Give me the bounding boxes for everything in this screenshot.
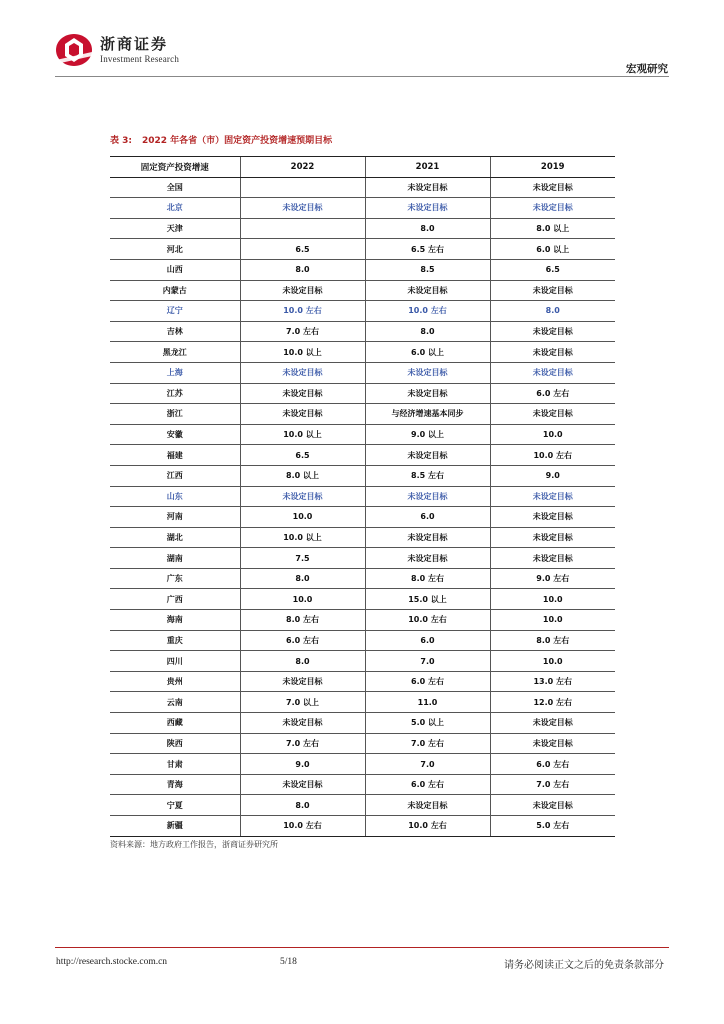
logo-emblem-icon xyxy=(54,32,94,68)
province-cell: 辽宁 xyxy=(110,301,240,322)
target-cell-y2022 xyxy=(240,177,365,198)
table-row xyxy=(110,713,615,734)
column-header: 固定资产投资增速 xyxy=(110,157,240,178)
target-cell-y2022 xyxy=(240,218,365,239)
target-cell-y2022: 9.0 xyxy=(240,754,365,775)
table-row xyxy=(110,383,615,404)
target-cell-y2019: 未设定目标 xyxy=(490,795,615,816)
header-divider xyxy=(55,76,669,77)
target-cell-y2019: 9.0 左右 xyxy=(490,568,615,589)
investment-target-table xyxy=(110,156,615,837)
table-row xyxy=(110,548,615,569)
province-cell: 贵州 xyxy=(110,671,240,692)
province-cell: 黑龙江 xyxy=(110,342,240,363)
table-row xyxy=(110,816,615,837)
target-cell-y2021: 7.0 xyxy=(365,651,490,672)
target-cell-y2019: 6.0 左右 xyxy=(490,383,615,404)
province-cell: 山西 xyxy=(110,259,240,280)
target-cell-y2019: 5.0 左右 xyxy=(490,816,615,837)
table-row xyxy=(110,589,615,610)
target-cell-y2021: 未设定目标 xyxy=(365,198,490,219)
target-cell-y2022: 8.0 以上 xyxy=(240,465,365,486)
table-row xyxy=(110,507,615,528)
target-cell-y2022: 未设定目标 xyxy=(240,671,365,692)
table-row xyxy=(110,465,615,486)
table-row xyxy=(110,342,615,363)
target-cell-y2019: 未设定目标 xyxy=(490,733,615,754)
target-cell-y2021: 未设定目标 xyxy=(365,548,490,569)
target-cell-y2022: 8.0 左右 xyxy=(240,610,365,631)
target-cell-y2021: 与经济增速基本同步 xyxy=(365,404,490,425)
target-cell-y2019: 未设定目标 xyxy=(490,362,615,383)
province-cell: 安徽 xyxy=(110,424,240,445)
table-row xyxy=(110,795,615,816)
target-cell-y2021: 6.0 xyxy=(365,507,490,528)
target-cell-y2021: 10.0 左右 xyxy=(365,610,490,631)
target-cell-y2022: 8.0 xyxy=(240,795,365,816)
column-header: 2021 xyxy=(365,157,490,178)
footer-divider xyxy=(55,947,669,948)
province-cell: 云南 xyxy=(110,692,240,713)
target-cell-y2022: 7.0 左右 xyxy=(240,733,365,754)
company-name-en: Investment Research xyxy=(100,53,180,64)
target-cell-y2019: 未设定目标 xyxy=(490,486,615,507)
target-cell-y2019: 10.0 xyxy=(490,424,615,445)
target-cell-y2019: 未设定目标 xyxy=(490,713,615,734)
table-row xyxy=(110,280,615,301)
target-cell-y2022: 7.5 xyxy=(240,548,365,569)
table-row xyxy=(110,610,615,631)
target-cell-y2022: 8.0 xyxy=(240,651,365,672)
target-cell-y2019: 未设定目标 xyxy=(490,321,615,342)
province-cell: 浙江 xyxy=(110,404,240,425)
table-row xyxy=(110,177,615,198)
target-cell-y2019: 13.0 左右 xyxy=(490,671,615,692)
target-cell-y2019: 10.0 左右 xyxy=(490,445,615,466)
target-cell-y2022: 10.0 xyxy=(240,507,365,528)
target-cell-y2019: 10.0 xyxy=(490,610,615,631)
province-cell: 西藏 xyxy=(110,713,240,734)
table-header-row xyxy=(110,157,615,178)
target-cell-y2019: 未设定目标 xyxy=(490,342,615,363)
column-header: 2019 xyxy=(490,157,615,178)
target-cell-y2021: 5.0 以上 xyxy=(365,713,490,734)
province-cell: 宁夏 xyxy=(110,795,240,816)
province-cell: 山东 xyxy=(110,486,240,507)
province-cell: 广东 xyxy=(110,568,240,589)
target-cell-y2021: 11.0 xyxy=(365,692,490,713)
province-cell: 福建 xyxy=(110,445,240,466)
report-section: 宏观研究 xyxy=(626,63,668,75)
target-cell-y2019: 9.0 xyxy=(490,465,615,486)
target-cell-y2021: 未设定目标 xyxy=(365,383,490,404)
table-row xyxy=(110,568,615,589)
target-cell-y2021: 6.0 xyxy=(365,630,490,651)
province-cell: 湖南 xyxy=(110,548,240,569)
target-cell-y2022: 10.0 左右 xyxy=(240,301,365,322)
province-cell: 上海 xyxy=(110,362,240,383)
table-row xyxy=(110,301,615,322)
province-cell: 广西 xyxy=(110,589,240,610)
target-cell-y2021: 未设定目标 xyxy=(365,527,490,548)
target-cell-y2022: 10.0 以上 xyxy=(240,342,365,363)
province-cell: 甘肃 xyxy=(110,754,240,775)
province-cell: 四川 xyxy=(110,651,240,672)
province-cell: 青海 xyxy=(110,774,240,795)
table-row xyxy=(110,445,615,466)
table-row xyxy=(110,404,615,425)
target-cell-y2021: 10.0 左右 xyxy=(365,301,490,322)
target-cell-y2022: 8.0 xyxy=(240,568,365,589)
table-title xyxy=(110,133,342,146)
column-header: 2022 xyxy=(240,157,365,178)
table-row xyxy=(110,486,615,507)
target-cell-y2021: 8.5 xyxy=(365,259,490,280)
page-number: 5/18 xyxy=(280,957,297,967)
table-row xyxy=(110,362,615,383)
target-cell-y2019: 未设定目标 xyxy=(490,527,615,548)
target-cell-y2021: 未设定目标 xyxy=(365,280,490,301)
table-row xyxy=(110,527,615,548)
target-cell-y2019: 未设定目标 xyxy=(490,280,615,301)
target-cell-y2019: 12.0 左右 xyxy=(490,692,615,713)
target-cell-y2021: 未设定目标 xyxy=(365,486,490,507)
source-note: 资料来源：地方政府工作报告，浙商证券研究所 xyxy=(110,840,278,849)
target-cell-y2019: 7.0 左右 xyxy=(490,774,615,795)
table-row xyxy=(110,424,615,445)
target-cell-y2021: 7.0 xyxy=(365,754,490,775)
target-cell-y2021: 未设定目标 xyxy=(365,445,490,466)
province-cell: 海南 xyxy=(110,610,240,631)
province-cell: 天津 xyxy=(110,218,240,239)
province-cell: 内蒙古 xyxy=(110,280,240,301)
footer-disclaimer: 请务必阅读正文之后的免责条款部分 xyxy=(504,960,664,971)
target-cell-y2019: 10.0 xyxy=(490,651,615,672)
target-cell-y2021: 8.0 xyxy=(365,218,490,239)
target-cell-y2019: 未设定目标 xyxy=(490,507,615,528)
table-row xyxy=(110,754,615,775)
table-label: 表 3: xyxy=(110,136,132,146)
province-cell: 重庆 xyxy=(110,630,240,651)
target-cell-y2019: 8.0 左右 xyxy=(490,630,615,651)
province-cell: 新疆 xyxy=(110,816,240,837)
table-row xyxy=(110,630,615,651)
target-cell-y2022: 6.0 左右 xyxy=(240,630,365,651)
target-cell-y2021: 6.0 左右 xyxy=(365,671,490,692)
target-cell-y2022: 未设定目标 xyxy=(240,198,365,219)
table-row xyxy=(110,651,615,672)
company-name-cn: 浙商证券 xyxy=(100,34,169,53)
target-cell-y2022: 10.0 以上 xyxy=(240,424,365,445)
target-cell-y2019: 未设定目标 xyxy=(490,198,615,219)
province-cell: 陕西 xyxy=(110,733,240,754)
target-cell-y2019: 8.0 xyxy=(490,301,615,322)
target-cell-y2021: 8.0 左右 xyxy=(365,568,490,589)
target-cell-y2022: 未设定目标 xyxy=(240,280,365,301)
table-row xyxy=(110,774,615,795)
target-cell-y2019: 8.0 以上 xyxy=(490,218,615,239)
target-cell-y2022: 10.0 以上 xyxy=(240,527,365,548)
target-cell-y2021: 6.0 左右 xyxy=(365,774,490,795)
target-cell-y2021: 15.0 以上 xyxy=(365,589,490,610)
target-cell-y2022: 10.0 xyxy=(240,589,365,610)
target-cell-y2022: 未设定目标 xyxy=(240,362,365,383)
province-cell: 江苏 xyxy=(110,383,240,404)
target-cell-y2022: 未设定目标 xyxy=(240,713,365,734)
target-cell-y2021: 6.5 左右 xyxy=(365,239,490,260)
target-cell-y2019: 未设定目标 xyxy=(490,548,615,569)
target-cell-y2022: 未设定目标 xyxy=(240,383,365,404)
table-row xyxy=(110,239,615,260)
target-cell-y2022: 未设定目标 xyxy=(240,774,365,795)
table-title-text: 2022 年各省（市）固定资产投资增速预期目标 xyxy=(142,136,333,146)
target-cell-y2019: 未设定目标 xyxy=(490,404,615,425)
target-cell-y2021: 未设定目标 xyxy=(365,177,490,198)
target-cell-y2021: 8.5 左右 xyxy=(365,465,490,486)
table-row xyxy=(110,671,615,692)
target-cell-y2021: 未设定目标 xyxy=(365,795,490,816)
table-row xyxy=(110,259,615,280)
target-cell-y2022: 6.5 xyxy=(240,445,365,466)
table-row xyxy=(110,321,615,342)
table-row xyxy=(110,218,615,239)
target-cell-y2022: 6.5 xyxy=(240,239,365,260)
target-cell-y2021: 6.0 以上 xyxy=(365,342,490,363)
target-cell-y2022: 未设定目标 xyxy=(240,486,365,507)
province-cell: 江西 xyxy=(110,465,240,486)
footer-url[interactable]: http://research.stocke.com.cn xyxy=(56,957,168,967)
table-row xyxy=(110,692,615,713)
target-cell-y2021: 8.0 xyxy=(365,321,490,342)
province-cell: 吉林 xyxy=(110,321,240,342)
target-cell-y2021: 10.0 左右 xyxy=(365,816,490,837)
province-cell: 北京 xyxy=(110,198,240,219)
company-logo xyxy=(54,32,179,68)
table-row xyxy=(110,733,615,754)
target-cell-y2022: 10.0 左右 xyxy=(240,816,365,837)
target-cell-y2022: 7.0 以上 xyxy=(240,692,365,713)
province-cell: 全国 xyxy=(110,177,240,198)
target-cell-y2022: 7.0 左右 xyxy=(240,321,365,342)
target-cell-y2019: 6.0 左右 xyxy=(490,754,615,775)
target-cell-y2019: 未设定目标 xyxy=(490,177,615,198)
target-cell-y2019: 10.0 xyxy=(490,589,615,610)
target-cell-y2022: 未设定目标 xyxy=(240,404,365,425)
target-cell-y2019: 6.0 以上 xyxy=(490,239,615,260)
province-cell: 湖北 xyxy=(110,527,240,548)
target-cell-y2021: 9.0 以上 xyxy=(365,424,490,445)
target-cell-y2019: 6.5 xyxy=(490,259,615,280)
target-cell-y2021: 未设定目标 xyxy=(365,362,490,383)
target-cell-y2022: 8.0 xyxy=(240,259,365,280)
province-cell: 河南 xyxy=(110,507,240,528)
province-cell: 河北 xyxy=(110,239,240,260)
target-cell-y2021: 7.0 左右 xyxy=(365,733,490,754)
table-row xyxy=(110,198,615,219)
